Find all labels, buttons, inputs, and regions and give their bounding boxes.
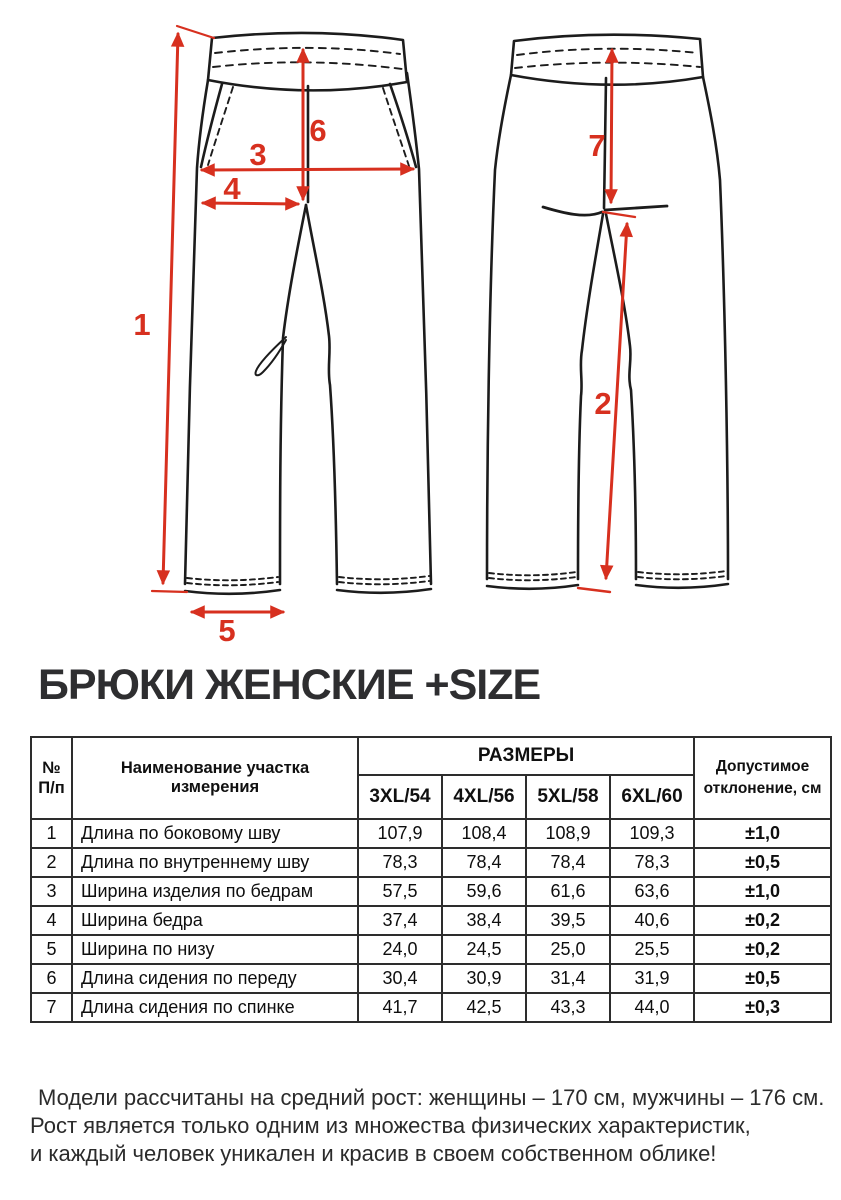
value-5xl: 25,0 <box>526 935 610 964</box>
value-3xl: 30,4 <box>358 964 442 993</box>
front-waistband-stitch <box>213 62 402 69</box>
value-4xl: 108,4 <box>442 819 526 848</box>
measurement-name: Длина сидения по переду <box>72 964 358 993</box>
value-4xl: 38,4 <box>442 906 526 935</box>
front-left-hem <box>185 590 280 594</box>
back-left-hem-stitch <box>489 577 576 580</box>
col-header-sizes: РАЗМЕРЫ <box>358 737 694 775</box>
back-right-hem-stitch <box>638 571 726 574</box>
value-5xl: 31,4 <box>526 964 610 993</box>
row-number: 7 <box>31 993 72 1022</box>
size-table <box>30 736 832 1023</box>
back-left-side-seam <box>487 75 511 579</box>
arrow-side-seam-1 <box>163 34 178 583</box>
measurement-name: Ширина по низу <box>72 935 358 964</box>
deviation-value: ±0,3 <box>694 993 831 1022</box>
value-6xl: 40,6 <box>610 906 694 935</box>
value-4xl: 42,5 <box>442 993 526 1022</box>
front-right-hem <box>337 589 431 593</box>
table-row <box>31 906 831 935</box>
deviation-value: ±0,2 <box>694 906 831 935</box>
measurement-name: Длина сидения по спинке <box>72 993 358 1022</box>
arrow-1-leader-top <box>177 26 214 38</box>
back-right-hem-stitch <box>638 576 726 579</box>
arrow-2-baseline-bottom <box>578 588 610 592</box>
value-5xl: 43,3 <box>526 993 610 1022</box>
table-row <box>31 993 831 1022</box>
measure-label-2: 2 <box>594 386 612 421</box>
arrow-thigh-width-4 <box>203 203 298 204</box>
value-3xl: 41,7 <box>358 993 442 1022</box>
back-right-side-seam <box>703 77 728 579</box>
back-view <box>487 35 728 589</box>
measurement-name: Ширина изделия по бедрам <box>72 877 358 906</box>
value-3xl: 24,0 <box>358 935 442 964</box>
measure-label-5: 5 <box>218 613 236 648</box>
back-left-hem-stitch <box>489 572 576 575</box>
measurement-name: Длина по боковому шву <box>72 819 358 848</box>
page-title: БРЮКИ ЖЕНСКИЕ +SIZE <box>38 661 541 709</box>
size-table-header <box>31 737 831 819</box>
value-3xl: 57,5 <box>358 877 442 906</box>
col-header-size-5xl: 5XL/58 <box>526 775 610 819</box>
arrow-1-leader-bottom <box>152 591 187 592</box>
value-6xl: 44,0 <box>610 993 694 1022</box>
front-right-hem-stitch <box>339 581 429 584</box>
deviation-value: ±1,0 <box>694 877 831 906</box>
footer-note <box>30 1084 836 1168</box>
col-header-no: № П/п <box>31 737 72 819</box>
value-5xl: 78,4 <box>526 848 610 877</box>
table-row <box>31 848 831 877</box>
value-3xl: 37,4 <box>358 906 442 935</box>
front-right-hem-stitch <box>339 576 429 579</box>
back-left-hem <box>487 585 578 589</box>
measure-label-3: 3 <box>249 137 267 172</box>
deviation-value: ±1,0 <box>694 819 831 848</box>
back-seat-line-right <box>605 206 667 210</box>
measure-label-6: 6 <box>309 113 327 148</box>
value-3xl: 107,9 <box>358 819 442 848</box>
value-6xl: 109,3 <box>610 819 694 848</box>
back-seat-line-left <box>543 207 602 215</box>
back-waistband-stitch <box>515 63 700 68</box>
deviation-value: ±0,5 <box>694 964 831 993</box>
arrow-hip-width-3 <box>202 169 413 170</box>
front-left-hem-stitch <box>187 577 278 580</box>
value-4xl: 78,4 <box>442 848 526 877</box>
deviation-value: ±0,2 <box>694 935 831 964</box>
back-waistband-stitch <box>517 49 698 55</box>
footer-line-2: Рост является только одним из множества физических характеристик, <box>30 1113 751 1138</box>
measurement-labels <box>133 113 611 648</box>
front-view <box>185 33 431 594</box>
value-5xl: 108,9 <box>526 819 610 848</box>
col-header-name: Наименование участка измерения <box>72 737 358 819</box>
measurement-name: Ширина бедра <box>72 906 358 935</box>
front-left-hem-stitch <box>187 582 278 585</box>
value-6xl: 78,3 <box>610 848 694 877</box>
footer-line-1: Модели рассчитаны на средний рост: женщины – 170 см, мужчины – 176 см. <box>38 1085 825 1110</box>
table-row <box>31 877 831 906</box>
footer-line-3: и каждый человек уникален и красив в своем собственном облике! <box>30 1141 717 1166</box>
front-left-inseam <box>280 205 306 584</box>
value-5xl: 39,5 <box>526 906 610 935</box>
measure-label-4: 4 <box>223 171 241 206</box>
value-4xl: 30,9 <box>442 964 526 993</box>
value-6xl: 63,6 <box>610 877 694 906</box>
value-6xl: 31,9 <box>610 964 694 993</box>
row-number: 4 <box>31 906 72 935</box>
row-number: 6 <box>31 964 72 993</box>
value-6xl: 25,5 <box>610 935 694 964</box>
row-number: 3 <box>31 877 72 906</box>
front-right-pocket <box>390 84 416 167</box>
back-right-hem <box>636 584 728 588</box>
measurement-name: Длина по внутреннему шву <box>72 848 358 877</box>
value-4xl: 59,6 <box>442 877 526 906</box>
table-row <box>31 964 831 993</box>
col-header-size-3xl: 3XL/54 <box>358 775 442 819</box>
value-4xl: 24,5 <box>442 935 526 964</box>
table-row <box>31 819 831 848</box>
value-5xl: 61,6 <box>526 877 610 906</box>
deviation-value: ±0,5 <box>694 848 831 877</box>
measure-label-7: 7 <box>588 128 606 163</box>
col-header-size-4xl: 4XL/56 <box>442 775 526 819</box>
arrow-2-baseline-top <box>603 212 635 217</box>
col-header-deviation: Допустимое отклонение, см <box>694 737 831 819</box>
arrow-back-rise-7 <box>611 50 612 202</box>
table-row <box>31 935 831 964</box>
col-header-size-6xl: 6XL/60 <box>610 775 694 819</box>
value-3xl: 78,3 <box>358 848 442 877</box>
row-number: 2 <box>31 848 72 877</box>
row-number: 1 <box>31 819 72 848</box>
measure-label-1: 1 <box>133 307 151 342</box>
front-right-inseam <box>306 205 337 584</box>
row-number: 5 <box>31 935 72 964</box>
front-waistband-stitch <box>215 48 400 54</box>
